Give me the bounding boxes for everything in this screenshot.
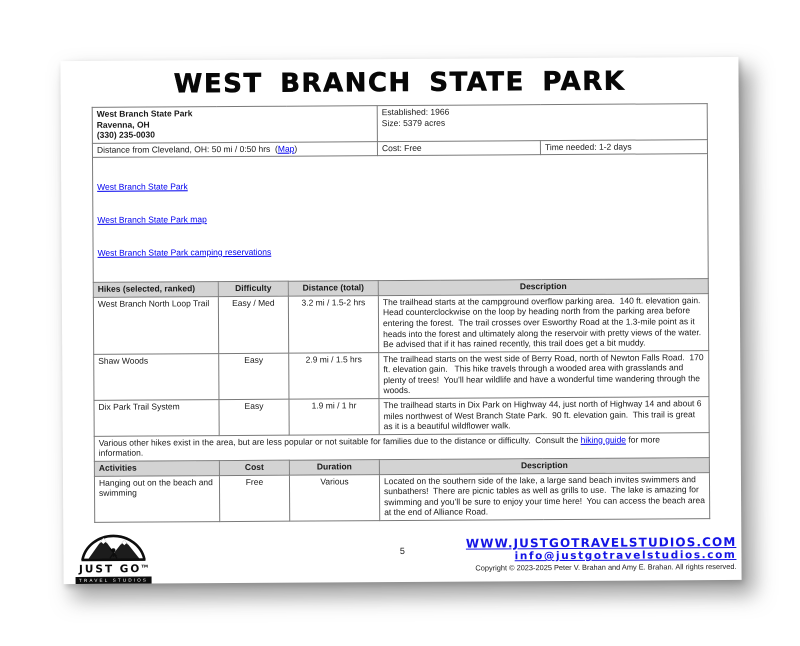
document-page [60,57,741,584]
resource-links-cell [92,154,708,283]
camping-reservations-link[interactable]: West Branch State Park camping reservations [97,246,272,258]
park-page-link[interactable]: West Branch State Park [97,180,188,192]
park-facts-cell [377,104,707,142]
website-link[interactable]: WWW.JUSTGOTRAVELSTUDIOS.COM [465,534,737,551]
map-link[interactable]: Map [277,143,295,154]
activity-duration: Various [289,474,379,521]
activity-description-col-header: Description [379,458,709,475]
park-info-and-hikes-table [92,103,711,523]
logo-tagline-bar: TRAVEL STUDIOS [76,576,152,584]
other-hikes-note-cell [94,432,709,461]
park-map-link[interactable]: West Branch State Park map [97,213,207,225]
trademark-symbol: TM [141,563,149,569]
hike-row [94,350,709,400]
hike-description: The trailhead starts on the west side of Berry Road, north of Newton Falls Road. 170 ft. elevation gain. This hike travels through a wooded area with grasslands and plenty of trees! You’ll hear wildlife and have a wonderful time wandering through the woods. [379,350,709,398]
park-size: Size: 5379 acres [381,117,446,128]
hike-name: West Branch North Loop Trail [93,296,218,354]
distance-col-header: Distance (total) [288,281,378,296]
park-phone: (330) 235-0030 [96,129,156,141]
park-location: Ravenna, OH [96,119,150,130]
cost-col-header: Cost [219,460,289,475]
distance-text-close: ) [294,143,298,154]
park-name: West Branch State Park [96,108,193,119]
hike-row [93,293,708,354]
hike-distance: 3.2 mi / 1.5-2 hrs [288,295,378,353]
hiking-guide-link[interactable]: hiking guide [580,434,627,445]
activity-description: Located on the southern side of the lake, a large sand beach invites swimmers and sunbathers! There are picnic tables as well as grills to use. The lake is amazing for swimming and you’ll be sure to enjoy your time here! You can access the beach area at the end of Alliance Road. [379,472,709,520]
park-identity-cell [92,106,377,144]
mountains-logo-icon [76,527,150,565]
hike-difficulty: Easy [219,399,289,435]
hike-row [94,397,709,437]
note-text: Various other hikes exist in the area, but are less popular or not suitable for families due to the distance or difficulty. Consult the [98,434,581,448]
resource-links-row [92,154,708,283]
activity-name: Hanging out on the beach and swimming [94,475,219,522]
other-hikes-note-row [94,432,709,461]
difficulty-col-header: Difficulty [218,281,288,296]
note-text-end: for more information. [98,434,663,459]
park-established: Established: 1966 [381,106,450,118]
distance-text: Distance from Cleveland, OH: 50 mi / 0:50 hrs ( [96,143,278,155]
cost-cell: Cost: Free [377,140,540,156]
description-col-header: Description [378,279,708,296]
park-identity-row [92,104,707,144]
page-title: WEST BRANCH STATE PARK [173,66,626,100]
footer-contact-block [466,536,737,573]
hike-difficulty: Easy / Med [218,296,288,353]
duration-col-header: Duration [289,460,379,475]
logo-wordmark-text: JUST GO [78,563,142,576]
hike-name: Shaw Woods [94,353,219,400]
hike-name: Dix Park Trail System [94,400,219,437]
hike-distance: 2.9 mi / 1.5 hrs [289,352,379,399]
page-number: 5 [399,545,405,557]
hikes-col-header: Hikes (selected, ranked) [93,282,218,297]
activities-col-header: Activities [94,461,219,476]
activity-cost: Free [219,475,289,522]
hike-difficulty: Easy [219,353,289,400]
hike-distance: 1.9 mi / 1 hr [289,399,379,435]
hike-description: The trailhead starts at the campground overflow parking area. 140 ft. elevation gain. Head counterclockwise on the loop by heading north from the parking area before entering the forest. The trail crosses over Esworthy Road at the 1.3-mile point as it heads into the forest and ultimately along the reservoir with pretty views of the water. Be advised that if it has rained recently, this trail does get a bit muddy. [378,293,708,352]
activity-row [94,472,709,522]
hike-description: The trailhead starts in Dix Park on Highway 44, just north of Highway 14 and about 6 miles northwest of West Branch State Park. 90 ft. elevation gain. This trail is great as it is a beautiful wildflower walk. [379,397,709,435]
time-needed-cell: Time needed: 1-2 days [540,139,707,155]
copyright-notice: Copyright © 2023-2025 Peter V. Brahan and Amy E. Brahan. All rights reserved. [475,561,737,573]
logo-wordmark [75,561,151,576]
email-link[interactable]: info@justgotravelstudios.com [514,548,737,563]
